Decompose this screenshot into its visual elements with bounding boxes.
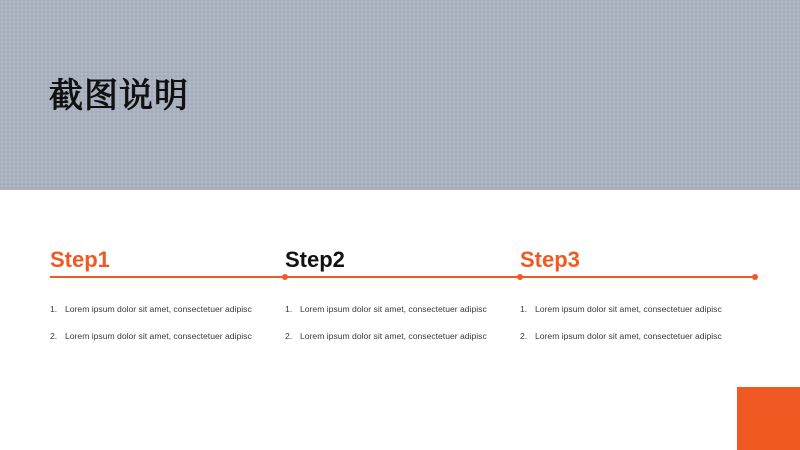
corner-accent-block bbox=[737, 387, 800, 450]
list-item bbox=[50, 302, 280, 316]
timeline-dot-3 bbox=[517, 274, 523, 280]
list-item-text: Lorem ipsum dolor sit amet, consectetuer adipisc bbox=[535, 331, 722, 341]
list-item-number: 2. bbox=[520, 331, 528, 341]
step-1-title: Step1 bbox=[50, 247, 110, 272]
list-item-number: 1. bbox=[50, 304, 58, 314]
list-item-number: 1. bbox=[285, 304, 293, 314]
header-banner bbox=[0, 0, 800, 190]
list-item-number: 2. bbox=[50, 331, 58, 341]
page-title: 截图说明 bbox=[49, 76, 189, 116]
timeline-dot-end bbox=[752, 274, 758, 280]
list-item-text: Lorem ipsum dolor sit amet, consectetuer adipisc bbox=[65, 304, 252, 314]
list-item-text: Lorem ipsum dolor sit amet, consectetuer adipisc bbox=[65, 331, 252, 341]
list-item bbox=[520, 302, 750, 316]
list-item-text: Lorem ipsum dolor sit amet, consectetuer adipisc bbox=[535, 304, 722, 314]
list-item-number: 2. bbox=[285, 331, 293, 341]
step-1-list bbox=[50, 302, 280, 356]
step-2-title: Step2 bbox=[285, 247, 345, 272]
step-2-list bbox=[285, 302, 515, 356]
step-3-title: Step3 bbox=[520, 247, 580, 272]
step-timeline bbox=[50, 274, 757, 280]
step-3-list bbox=[520, 302, 750, 356]
list-item bbox=[50, 329, 280, 343]
list-item-text: Lorem ipsum dolor sit amet, consectetuer adipisc bbox=[300, 304, 487, 314]
list-item bbox=[520, 329, 750, 343]
list-item-text: Lorem ipsum dolor sit amet, consectetuer adipisc bbox=[300, 331, 487, 341]
timeline-line bbox=[50, 276, 757, 278]
list-item bbox=[285, 329, 515, 343]
list-item-number: 1. bbox=[520, 304, 528, 314]
list-item bbox=[285, 302, 515, 316]
timeline-dot-2 bbox=[282, 274, 288, 280]
